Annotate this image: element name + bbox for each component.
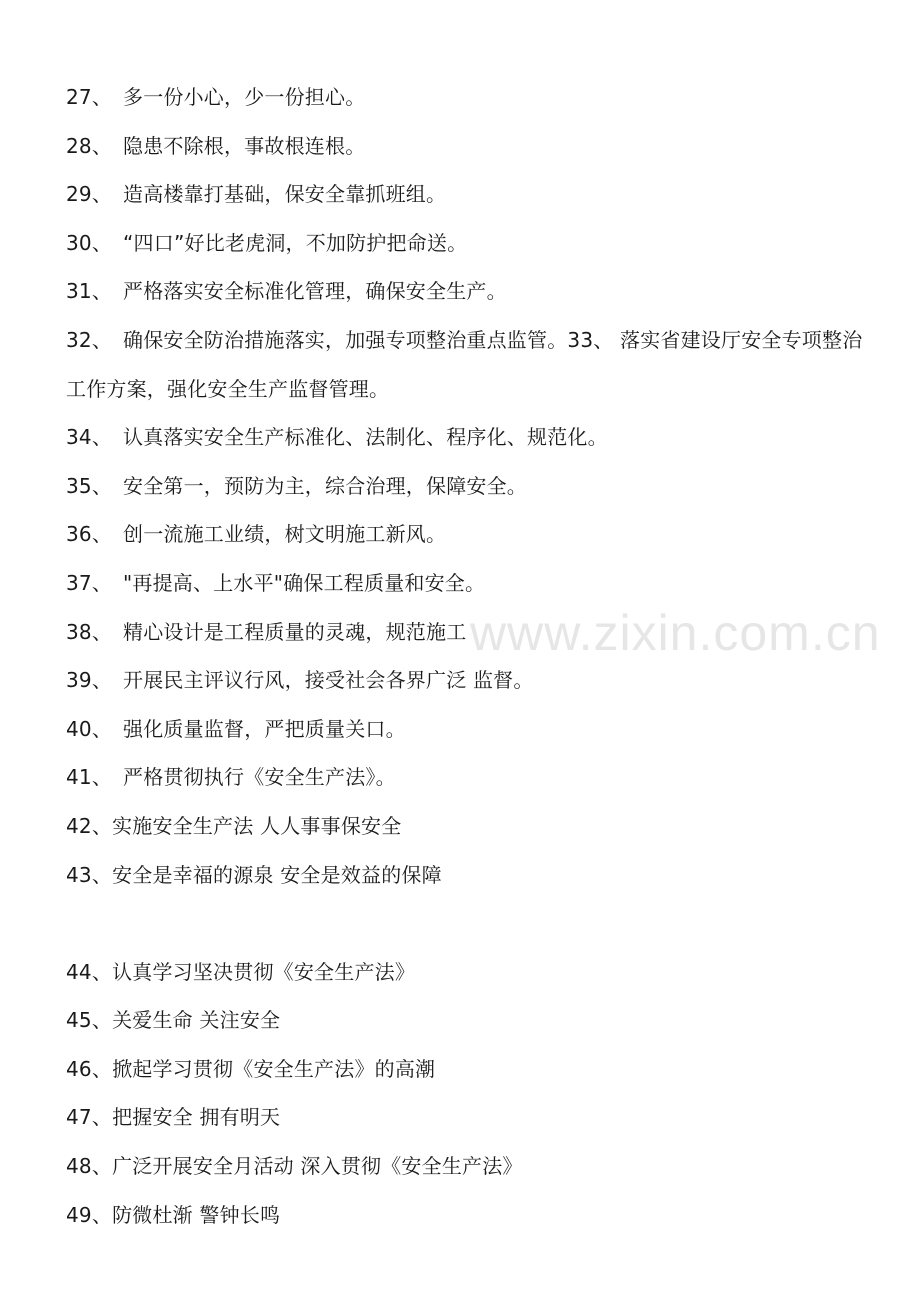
list-item [66,1045,866,1094]
item-text: 创一流施工业绩，树文明施工新风。 [123,522,447,547]
item-number: 32、 [66,327,113,352]
list-item [66,316,866,413]
item-text: 开展民主评议行风，接受社会各界广泛 监督。 [123,668,534,693]
item-number: 28、 [66,133,113,158]
item-text: 实施安全生产法 人人事事保安全 [112,813,402,838]
item-text: 造高楼靠打基础，保安全靠抓班组。 [123,182,447,207]
item-number: 42、 [66,813,113,838]
item-number: 27、 [66,85,113,109]
item-text: 确保安全防治措施落实，加强专项整治重点监管。33、 落实省建设厅安全专项整治工作方案，强化安全生产监督管理。 [66,327,863,401]
item-number: 29、 [66,182,113,207]
list-item [66,753,866,802]
list-item [66,413,866,462]
list-item [66,851,866,900]
list-item [66,1191,866,1240]
list-item [66,948,866,997]
list-item [66,656,866,705]
item-number: 47、 [66,1105,113,1130]
item-number: 48、 [66,1154,113,1179]
item-number: 34、 [66,425,113,450]
item-number: 31、 [66,279,113,304]
list-item [66,705,866,754]
item-text: 严格贯彻执行《安全生产法》。 [123,765,396,790]
blank-line [66,899,866,948]
item-number: 43、 [66,862,113,887]
list-item [66,1142,866,1191]
list-item [66,559,866,608]
item-number: 30、 [66,230,113,255]
item-number: 41、 [66,765,113,790]
watermark: www.zixin.com.cn [470,605,881,661]
item-text: 强化质量监督，严把质量关口。 [123,716,406,741]
list-item [66,608,866,657]
list-item [66,122,866,171]
item-text: 安全第一，预防为主，综合治理，保障安全。 [123,473,527,498]
item-number: 49、 [66,1202,113,1227]
item-number: 38、 [66,619,113,644]
item-text: 精心设计是工程质量的灵魂，规范施工 [123,619,467,644]
item-number: 35、 [66,473,113,498]
item-number: 40、 [66,716,113,741]
list-item [66,219,866,268]
list-item [66,170,866,219]
item-number: 44、 [66,959,113,984]
list-item [66,73,866,122]
item-text: 安全是幸福的源泉 安全是效益的保障 [112,862,442,887]
list-item [66,802,866,851]
list-item [66,1093,866,1142]
item-text: 认真落实安全生产标准化、法制化、程序化、规范化。 [123,425,608,450]
item-text: 隐患不除根，事故根连根。 [123,133,366,158]
item-text: 关爱生命 关注安全 [112,1008,281,1033]
item-number: 36、 [66,522,113,547]
item-text: 严格落实安全标准化管理，确保安全生产。 [123,279,507,304]
item-text: 把握安全 拥有明天 [112,1105,281,1130]
item-text: 认真学习坚决贯彻《安全生产法》 [112,959,416,984]
list-item [66,267,866,316]
list-item [66,510,866,559]
item-text: 防微杜渐 警钟长鸣 [112,1202,281,1227]
list-item [66,996,866,1045]
item-text: 广泛开展安全月活动 深入贯彻《安全生产法》 [112,1154,523,1179]
list-item [66,462,866,511]
item-number: 45、 [66,1008,113,1033]
item-number: 37、 [66,570,113,595]
item-number: 46、 [66,1056,113,1081]
item-number: 39、 [66,668,113,693]
item-text: "再提高、上水平"确保工程质量和安全。 [123,570,486,595]
item-text: 多一份小心，少一份担心。 [123,85,366,109]
item-text: “四口”好比老虎洞，不加防护把命送。 [123,230,468,255]
slogan-list [66,73,866,1239]
item-text: 掀起学习贯彻《安全生产法》的高潮 [112,1056,436,1081]
